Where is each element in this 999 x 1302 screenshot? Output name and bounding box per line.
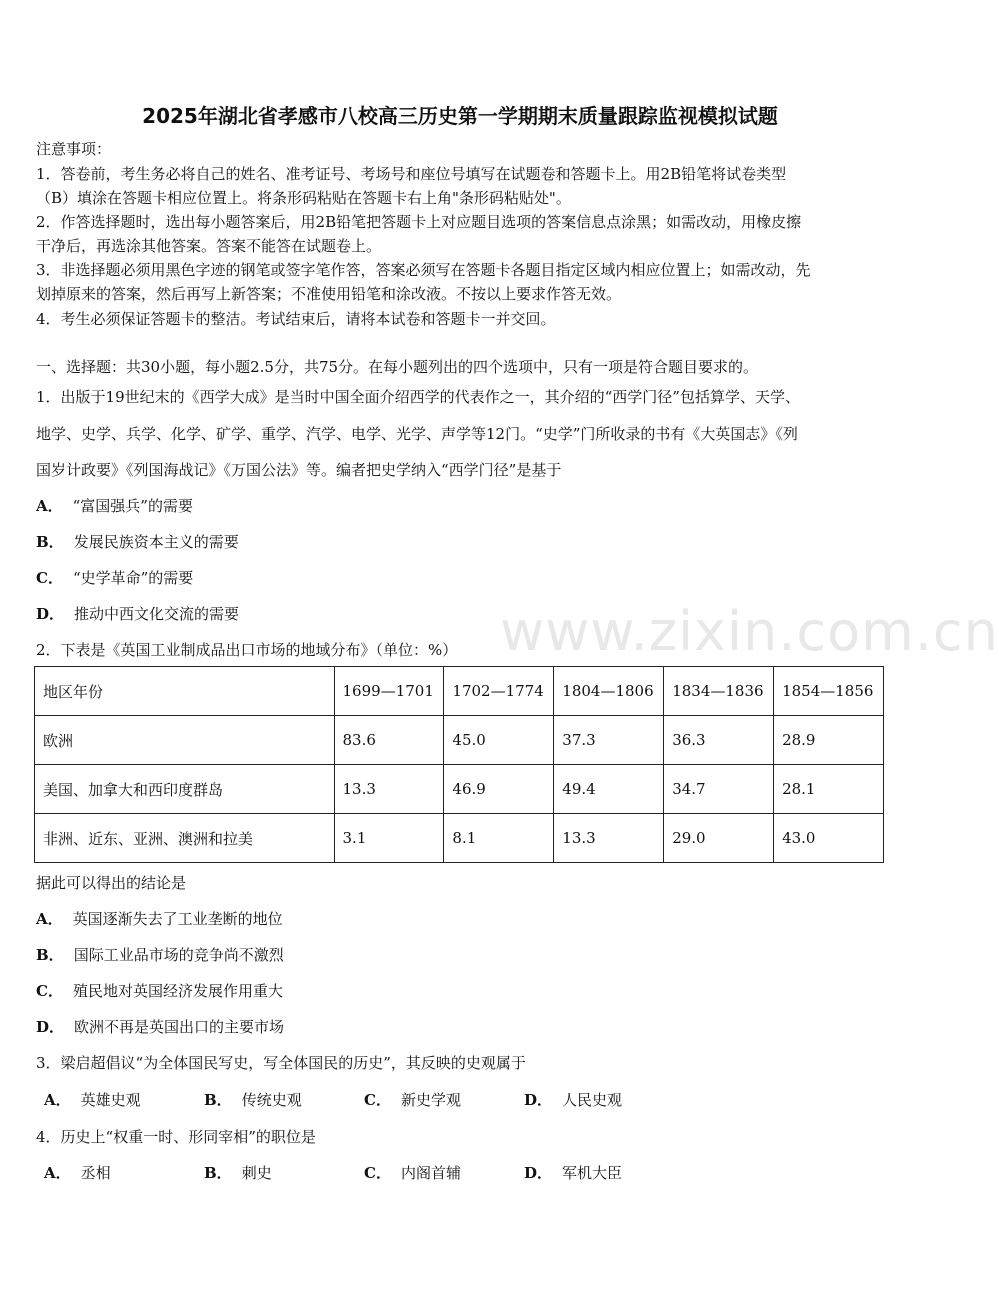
table-cell: 美国、加拿大和西印度群岛 (35, 765, 335, 814)
table-cell: 49.4 (554, 765, 664, 814)
option-text: 英国逐渐失去了工业垄断的地位 (72, 910, 283, 928)
table-cell: 28.9 (774, 716, 884, 765)
table-cell: 3.1 (334, 814, 444, 863)
table-cell: 欧洲 (35, 716, 335, 765)
q3-option-b[interactable] (204, 1089, 302, 1110)
option-letter: B． (36, 533, 64, 551)
option-letter: C． (364, 1091, 391, 1109)
q3-stem: 3．梁启超倡议“为全体国民写史，写全体国民的历史”，其反映的史观属于 (36, 1054, 526, 1072)
option-letter: C． (364, 1164, 391, 1182)
option-letter: D． (524, 1091, 553, 1109)
export-market-table (34, 666, 884, 863)
option-letter: B． (204, 1091, 232, 1109)
q4-option-a[interactable] (44, 1162, 111, 1183)
option-letter: A． (36, 910, 63, 928)
notice-heading: 注意事项： (36, 140, 112, 158)
option-letter: A． (36, 497, 63, 515)
q2-option-d[interactable] (36, 1016, 284, 1037)
option-text: 新史学观 (400, 1091, 461, 1109)
q4-option-d[interactable] (524, 1162, 622, 1183)
option-text: 国际工业品市场的竞争尚不激烈 (73, 946, 284, 964)
q2-followup: 据此可以得出的结论是 (36, 874, 187, 892)
notice-line: 3．非选择题必须用黑色字迹的钢笔或签字笔作答，答案必须写在答题卡各题目指定区域内相应位置上；如需改动，先 (36, 261, 811, 279)
q2-option-c[interactable] (36, 980, 283, 1001)
table-cell: 13.3 (334, 765, 444, 814)
q3-option-c[interactable] (364, 1089, 461, 1110)
q4-stem: 4．历史上“权重一时、形同宰相”的职位是 (36, 1128, 316, 1146)
table-header-row (35, 667, 884, 716)
q1-option-b[interactable] (36, 531, 239, 552)
table-cell: 8.1 (444, 814, 554, 863)
watermark: www.zixin.com.cn (500, 600, 999, 663)
option-text: 内阁首辅 (400, 1164, 461, 1182)
option-text: 人民史观 (562, 1091, 623, 1109)
table-header-cell: 地区年份 (35, 667, 335, 716)
table-cell: 45.0 (444, 716, 554, 765)
notice-line: 4．考生必须保证答题卡的整洁。考试结束后，请将本试卷和答题卡一并交回。 (36, 310, 556, 328)
table-cell: 29.0 (664, 814, 774, 863)
q2-stem: 2．下表是《英国工业制成品出口市场的地域分布》（单位：%） (36, 641, 458, 659)
table-header-cell: 1854—1856 (774, 667, 884, 716)
option-text: “史学革命”的需要 (72, 569, 194, 587)
option-letter: D． (524, 1164, 553, 1182)
table-cell: 37.3 (554, 716, 664, 765)
table-cell: 83.6 (334, 716, 444, 765)
q3-option-a[interactable] (44, 1089, 141, 1110)
option-letter: A． (44, 1091, 71, 1109)
option-letter: C． (36, 982, 63, 1000)
option-text: 殖民地对英国经济发展作用重大 (72, 982, 283, 1000)
table-cell: 36.3 (664, 716, 774, 765)
table-cell: 43.0 (774, 814, 884, 863)
q1-option-a[interactable] (36, 495, 193, 516)
q3-option-d[interactable] (524, 1089, 622, 1110)
table-header-cell: 1804—1806 (554, 667, 664, 716)
option-text: 刺史 (241, 1164, 272, 1182)
notice-line: 划掉原来的答案，然后再写上新答案；不准使用铅笔和涂改液。不按以上要求作答无效。 (36, 285, 622, 303)
notice-line: 干净后，再选涂其他答案。答案不能答在试题卷上。 (36, 237, 382, 255)
notice-line: 1．答卷前，考生务必将自己的姓名、准考证号、考场号和座位号填写在试题卷和答题卡上。用2B铅笔将试卷类型 (36, 165, 787, 183)
option-letter: D． (36, 1018, 65, 1036)
q4-option-c[interactable] (364, 1162, 461, 1183)
notice-line: 2．作答选择题时，选出每小题答案后，用2B铅笔把答题卡上对应题目选项的答案信息点涂黑；如需改动，用橡皮擦 (36, 213, 802, 231)
option-text: 英雄史观 (80, 1091, 141, 1109)
table-cell: 28.1 (774, 765, 884, 814)
table-header-cell: 1834—1836 (664, 667, 774, 716)
q2-option-b[interactable] (36, 944, 284, 965)
table-cell: 非洲、近东、亚洲、澳洲和拉美 (35, 814, 335, 863)
option-text: 传统史观 (241, 1091, 302, 1109)
table-cell: 34.7 (664, 765, 774, 814)
table-row (35, 814, 884, 863)
table-cell: 13.3 (554, 814, 664, 863)
q1-option-d[interactable] (36, 603, 239, 624)
section-heading: 一、选择题：共30小题，每小题2.5分，共75分。在每小题列出的四个选项中，只有一项是符合题目要求的。 (36, 358, 759, 376)
option-text: 推动中西文化交流的需要 (74, 605, 240, 623)
option-text: 丞相 (80, 1164, 111, 1182)
option-text: 军机大臣 (562, 1164, 623, 1182)
page-title: 2025年湖北省孝感市八校高三历史第一学期期末质量跟踪监视模拟试题 (142, 104, 778, 128)
q1-stem-line: 1．出版于19世纪末的《西学大成》是当时中国全面介绍西学的代表作之一，其介绍的“西学门径”包括算学、天学、 (36, 388, 800, 406)
option-text: 欧洲不再是英国出口的主要市场 (74, 1018, 285, 1036)
q1-stem-line: 地学、史学、兵学、化学、矿学、重学、汽学、电学、光学、声学等12门。“史学”门所收录的书有《大英国志》《列 (36, 425, 798, 443)
option-letter: D． (36, 605, 65, 623)
q1-option-c[interactable] (36, 567, 193, 588)
option-letter: B． (36, 946, 64, 964)
option-letter: C． (36, 569, 63, 587)
q1-stem-line: 国岁计政要》《列国海战记》《万国公法》等。编者把史学纳入“西学门径”是基于 (36, 461, 562, 479)
table-cell: 46.9 (444, 765, 554, 814)
table-row (35, 765, 884, 814)
table-header-cell: 1702—1774 (444, 667, 554, 716)
table-header-cell: 1699—1701 (334, 667, 444, 716)
option-letter: A． (44, 1164, 71, 1182)
q4-option-b[interactable] (204, 1162, 272, 1183)
option-text: 发展民族资本主义的需要 (73, 533, 239, 551)
option-text: “富国强兵”的需要 (72, 497, 193, 515)
option-letter: B． (204, 1164, 232, 1182)
q2-option-a[interactable] (36, 908, 283, 929)
notice-line: （B）填涂在答题卡相应位置上。将条形码粘贴在答题卡右上角"条形码粘贴处"。 (36, 189, 571, 207)
table-row (35, 716, 884, 765)
